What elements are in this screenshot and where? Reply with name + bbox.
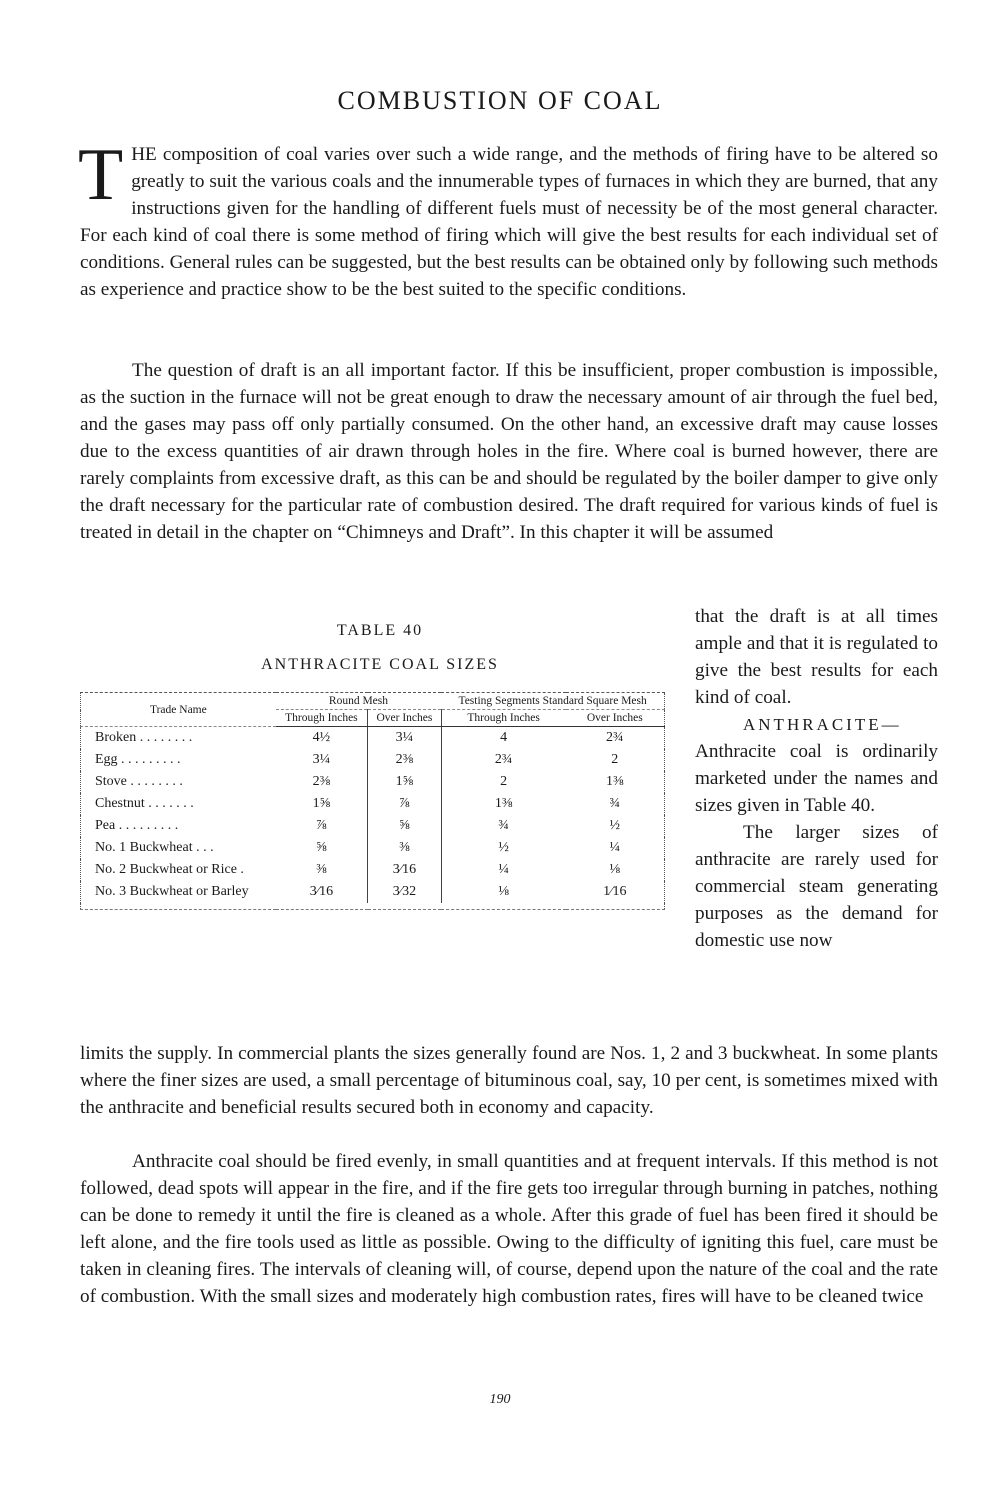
square-over-cell: ¾ [566, 793, 665, 815]
square-through-cell: 2¾ [441, 749, 565, 771]
table-row [81, 749, 665, 771]
round-over-cell: ⅝ [368, 815, 442, 837]
square-over-cell: 2 [566, 749, 665, 771]
round-through-cell: 3¼ [312, 752, 331, 767]
header-round-mesh: Round Mesh [276, 693, 442, 710]
table-row [81, 815, 665, 837]
table-caption: ANTHRACITE COAL SIZES [261, 656, 499, 673]
round-over-cell: 3⁄32 [368, 881, 442, 903]
anthracite-heading: ANTHRACITE— [743, 715, 902, 734]
square-over-cell: 1⅜ [566, 771, 665, 793]
round-over-cell: 1⅝ [368, 771, 442, 793]
round-through-cell: ⅝ [316, 840, 327, 855]
square-over-cell: ⅛ [566, 859, 665, 881]
trade-name-cell: Stove . . . . . . . . [81, 771, 276, 793]
page-title: COMBUSTION OF COAL [337, 86, 663, 115]
trade-name-cell: Chestnut . . . . . . . [81, 793, 276, 815]
side-continuation: that the draft is at all times ample and that it is regulated to give the best results for each kind of coal. [695, 606, 938, 708]
round-over-cell: 3¼ [368, 727, 442, 750]
square-through-cell: ½ [441, 837, 565, 859]
header-square-through: Through Inches [441, 710, 565, 727]
round-through-cell: 1⅝ [312, 796, 331, 811]
page-number: 190 [489, 1392, 511, 1407]
round-through-cell: 2⅜ [312, 774, 331, 789]
round-over-cell: 3⁄16 [368, 859, 442, 881]
table-row [81, 793, 665, 815]
supply-paragraph: limits the supply. In commercial plants the sizes generally found are Nos. 1, 2 and 3 buckwheat. In some plants where the finer sizes are used, a small percentage of bituminous coal, say, 10 per cent, is sometimes mixed with the anthracite and beneficial results secured both in economy and capacity. [80, 1043, 938, 1118]
intro-paragraph-text: HE composition of coal varies over such a wide range, and the methods of firing have to be altered so greatly to suit the various coals and the innumerable types of furnaces in which they are burned, that any instructions given for the handling of different fuels must of necessity be of the most general character. For each kind of coal there is some method of firing which will give the best results for each individual set of conditions. General rules can be suggested, but the best results can be obtained only by following such methods as experience and practice show to be the best suited to the specific conditions. [80, 144, 938, 300]
firing-paragraph: Anthracite coal should be fired evenly, in small quantities and at frequent intervals. If this method is not followed, dead spots will appear in the fire, and if the fire gets too irregular through burning in patches, nothing can be done to remedy it until the fire is cleaned as a whole. After this grade of fuel has been fired it should be left alone, and the fire tools used as little as possible. Owing to the difficulty of igniting this fuel, care must be taken in cleaning fires. The intervals of cleaning will, of course, depend upon the nature of the coal and the rate of combustion. With the small sizes and moderately high combustion rates, fires will have to be cleaned twice [80, 1151, 938, 1307]
round-through-cell: 4½ [312, 730, 331, 745]
square-through-cell: ⅛ [441, 881, 565, 903]
table-row [81, 727, 665, 750]
anthracite-intro: Anthracite coal is ordinarily marketed under the names and sizes given in Table 40. [695, 741, 938, 816]
header-trade-name: Trade Name [81, 693, 276, 727]
table-row [81, 859, 665, 881]
square-through-cell: 4 [441, 727, 565, 750]
square-over-cell: ½ [566, 815, 665, 837]
header-square-mesh: Testing Segments Standard Square Mesh [441, 693, 664, 710]
side-column [695, 603, 938, 954]
trade-name-cell: Broken . . . . . . . . [81, 727, 276, 750]
draft-paragraph: The question of draft is an all important factor. If this be insufficient, proper combustion is impossible, as the suction in the furnace will not be great enough to draw the necessary amount of air through the fuel bed, and the gases may pass off only partially consumed. On the other hand, an excessive draft may cause losses due to the excess quantities of air drawn through holes in the fire. Where coal is burned however, there are rarely complaints from excessive draft, as this can be and should be regulated by the boiler damper to give only the draft necessary for the particular rate of combustion desired. The draft required for various kinds of fuel is treated in detail in the chapter on “Chimneys and Draft”. In this chapter it will be assumed [80, 360, 938, 543]
table-bottom-rule [81, 903, 665, 910]
header-round-over: Over Inches [368, 710, 442, 727]
square-over-cell: 2¾ [566, 727, 665, 750]
table-row [81, 771, 665, 793]
square-over-cell: 1⁄16 [566, 881, 665, 903]
trade-name-cell: No. 2 Buckwheat or Rice . [81, 859, 276, 881]
trade-name-cell: Egg . . . . . . . . . [81, 749, 276, 771]
round-over-cell: ⅞ [368, 793, 442, 815]
table-row [81, 837, 665, 859]
square-through-cell: ¼ [441, 859, 565, 881]
drop-cap: T [78, 134, 124, 216]
intro-paragraph [78, 134, 938, 303]
square-through-cell: 2 [441, 771, 565, 793]
larger-sizes-paragraph: The larger sizes of anthracite are rarely used for commercial steam generating purposes as the demand for domestic use now [695, 822, 938, 951]
round-through-cell: 3⁄16 [309, 884, 334, 899]
anthracite-section [695, 711, 938, 819]
round-over-cell: ⅜ [368, 837, 442, 859]
square-through-cell: ¾ [441, 815, 565, 837]
trade-name-cell: Pea . . . . . . . . . [81, 815, 276, 837]
header-square-over: Over Inches [566, 710, 665, 727]
square-over-cell: ¼ [566, 837, 665, 859]
anthracite-sizes-table [80, 692, 665, 910]
table-row [81, 881, 665, 903]
header-round-through: Through Inches [276, 710, 368, 727]
trade-name-cell: No. 3 Buckwheat or Barley [81, 881, 276, 903]
round-through-cell: ⅞ [316, 818, 327, 833]
round-over-cell: 2⅜ [368, 749, 442, 771]
table-label: TABLE 40 [336, 622, 424, 639]
round-through-cell: ⅜ [316, 862, 327, 877]
square-through-cell: 1⅜ [441, 793, 565, 815]
trade-name-cell: No. 1 Buckwheat . . . [81, 837, 276, 859]
